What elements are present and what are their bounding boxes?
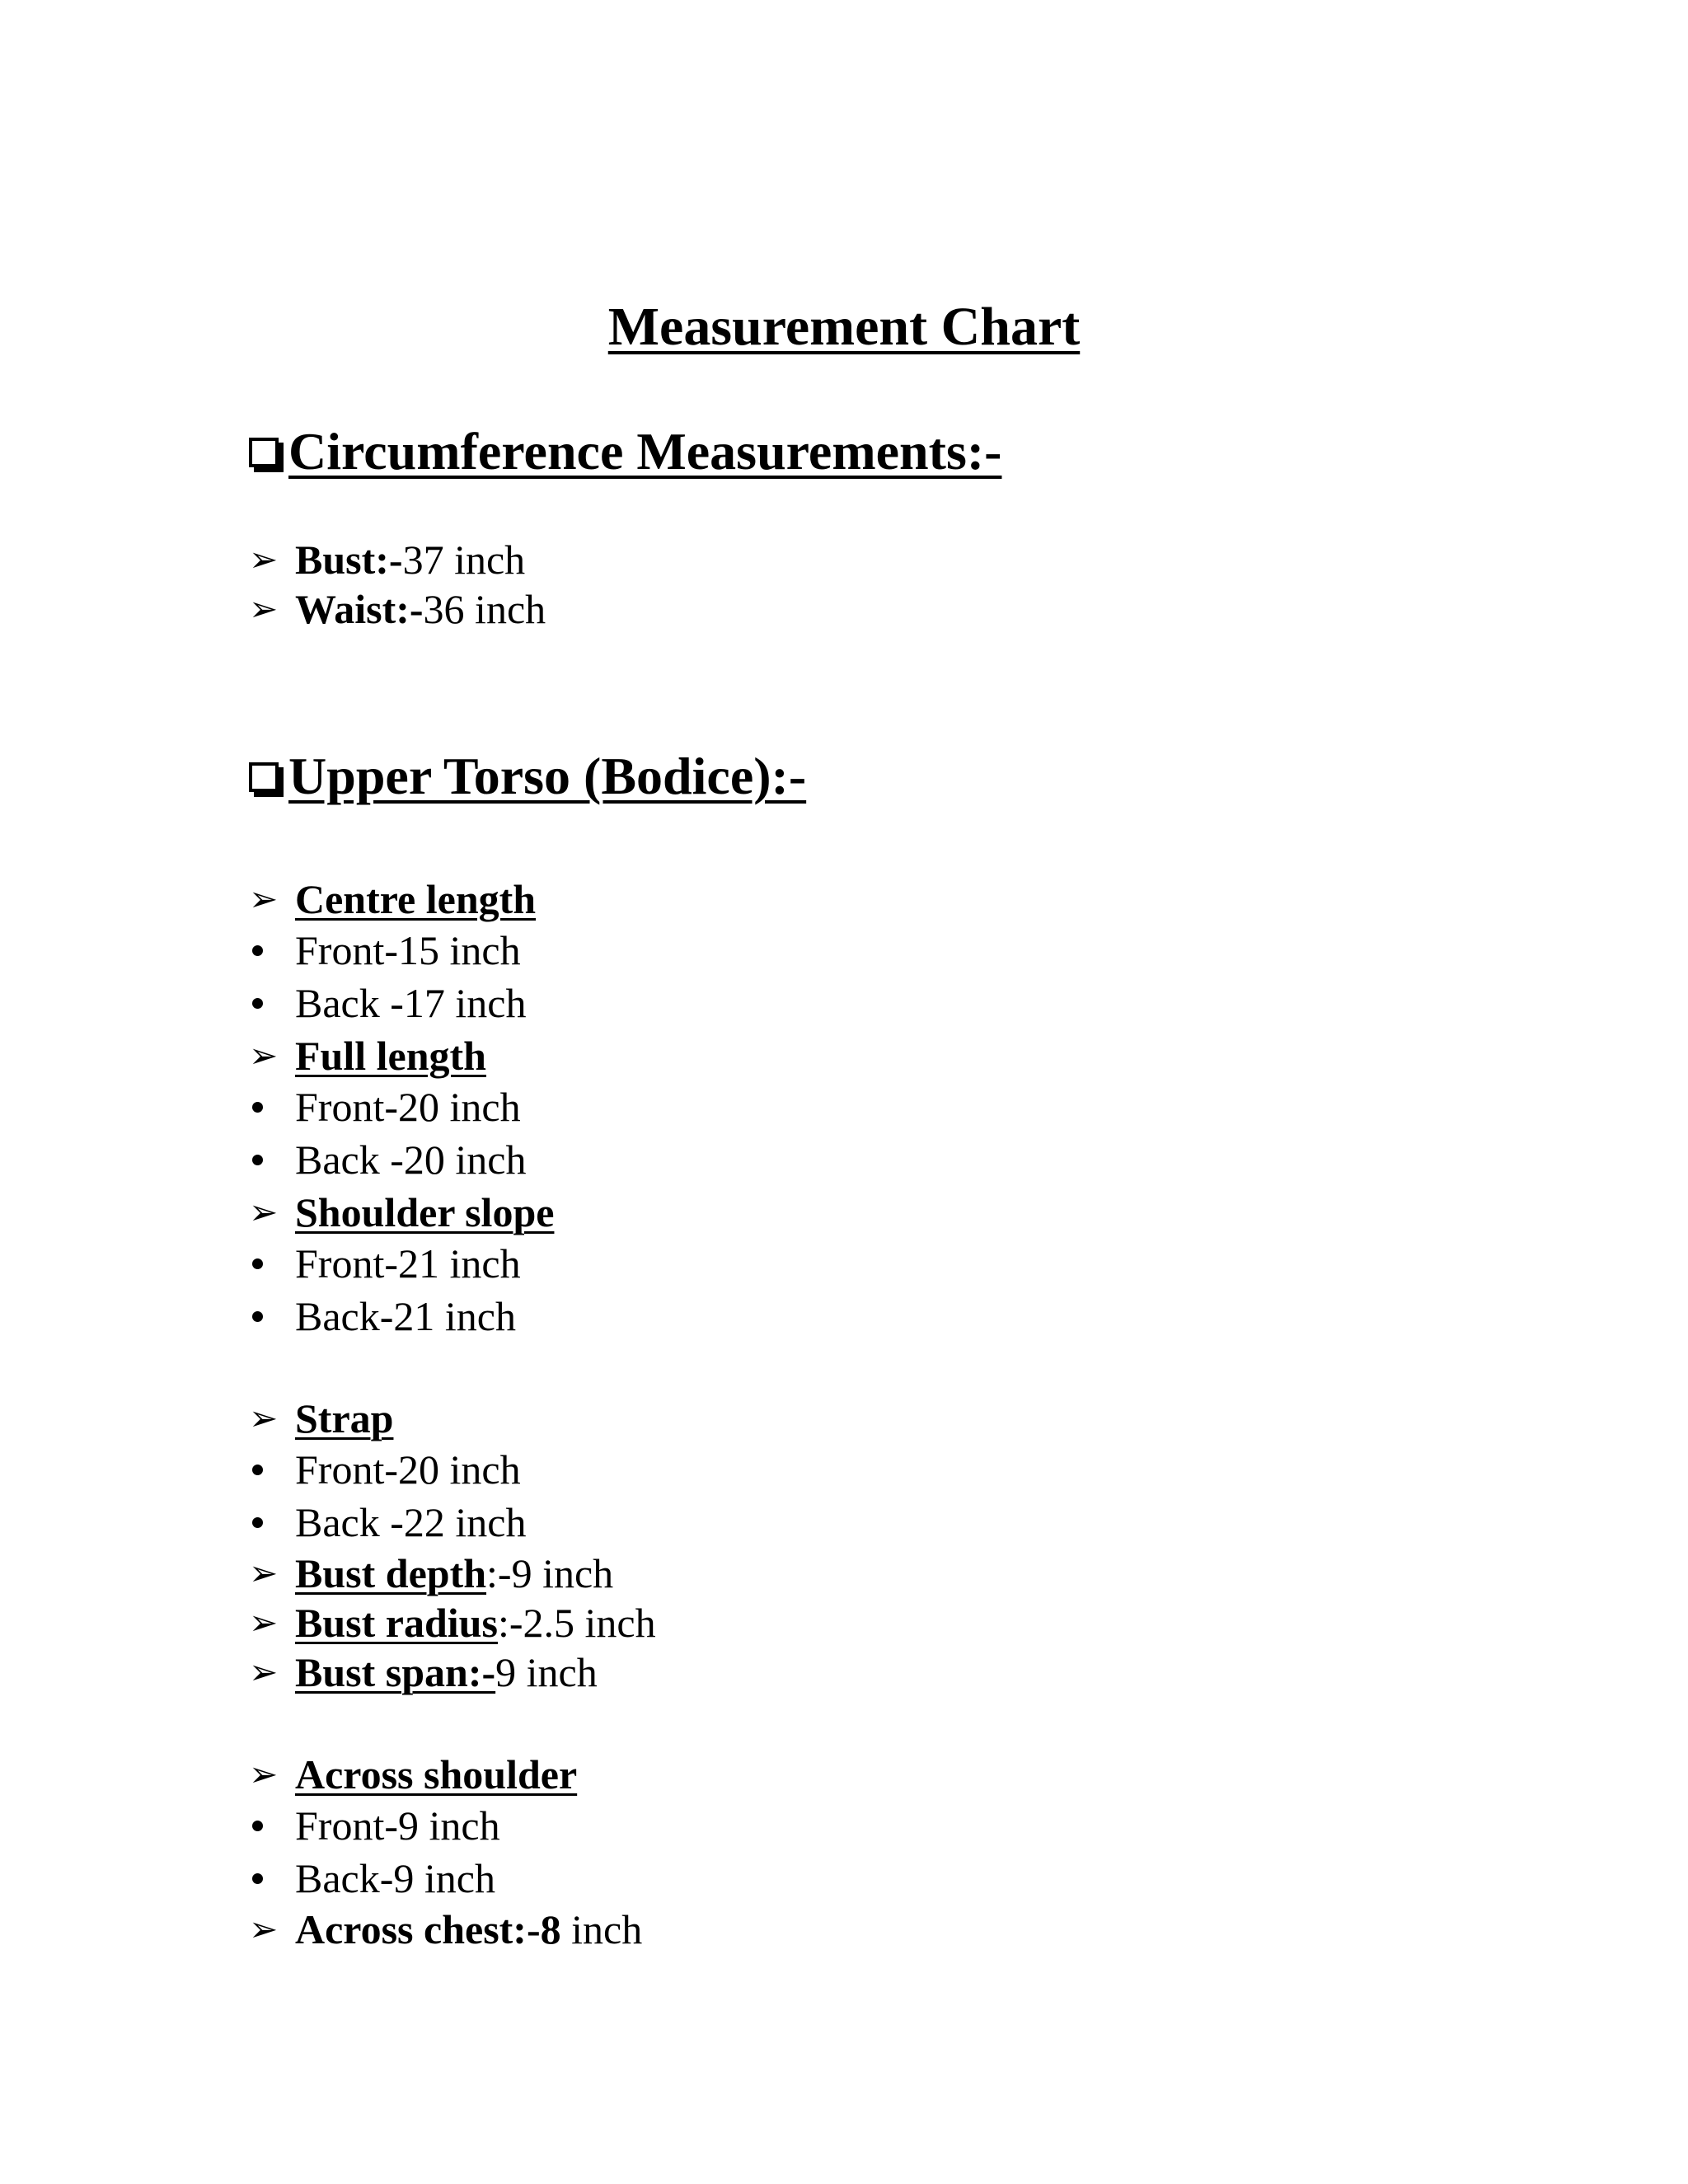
arrow-bullet-icon: ➢	[249, 1192, 279, 1232]
dot-bullet-icon	[252, 945, 263, 956]
arrow-bullet-icon: ➢	[249, 1754, 279, 1794]
list-item-bust-radius: ➢ Bust radius:-2.5 inch	[249, 1600, 656, 1646]
arrow-bullet-icon: ➢	[249, 588, 279, 629]
list-item-shoulder-front: Front-21 inch	[249, 1243, 521, 1284]
list-item-full-length: ➢ Full length	[249, 1033, 486, 1079]
arrow-bullet-icon: ➢	[249, 1652, 279, 1692]
list-item-across-shoulder: ➢ Across shoulder	[249, 1751, 578, 1797]
list-item-strap-front: Front-20 inch	[249, 1449, 521, 1490]
page-title: Measurement Chart	[607, 297, 1081, 357]
arrow-bullet-icon: ➢	[249, 1035, 279, 1076]
arrow-bullet-icon: ➢	[249, 1553, 279, 1593]
checkbox-bullet-icon	[249, 438, 279, 467]
list-item-full-front: Front-20 inch	[249, 1086, 521, 1127]
dot-bullet-icon	[252, 998, 263, 1009]
dot-bullet-icon	[252, 1311, 263, 1322]
arrow-bullet-icon: ➢	[249, 1398, 279, 1438]
list-item-strap-back: Back -22 inch	[249, 1502, 526, 1543]
dot-bullet-icon	[252, 1258, 263, 1269]
arrow-bullet-icon: ➢	[249, 879, 279, 919]
arrow-bullet-icon: ➢	[249, 539, 279, 579]
dot-bullet-icon	[252, 1102, 263, 1113]
dot-bullet-icon	[252, 1873, 263, 1884]
section-heading-circumference: Circumference Measurements:-	[249, 425, 1001, 478]
list-item-shoulder-back: Back-21 inch	[249, 1296, 516, 1337]
arrow-bullet-icon: ➢	[249, 1909, 279, 1949]
dot-bullet-icon	[252, 1517, 263, 1528]
list-item-bust-span: ➢ Bust span:-9 inch	[249, 1649, 598, 1695]
list-item-bust: ➢ Bust:-37 inch	[249, 537, 526, 583]
list-item-centre-front: Front-15 inch	[249, 930, 521, 971]
list-item-shoulder-slope: ➢ Shoulder slope	[249, 1189, 555, 1235]
arrow-bullet-icon: ➢	[249, 1602, 279, 1643]
dot-bullet-icon	[252, 1821, 263, 1831]
list-item-across-chest: ➢ Across chest:-8 inch	[249, 1906, 643, 1952]
checkbox-bullet-icon	[249, 762, 279, 792]
list-item-full-back: Back -20 inch	[249, 1139, 526, 1180]
list-item-strap: ➢ Strap	[249, 1395, 394, 1441]
list-item-bust-depth: ➢ Bust depth:-9 inch	[249, 1550, 614, 1596]
list-item-across-shoulder-front: Front-9 inch	[249, 1805, 500, 1846]
section-heading-upper-torso: Upper Torso (Bodice):-	[249, 750, 806, 803]
dot-bullet-icon	[252, 1465, 263, 1475]
dot-bullet-icon	[252, 1155, 263, 1165]
list-item-across-shoulder-back: Back-9 inch	[249, 1858, 495, 1899]
list-item-waist: ➢ Waist:-36 inch	[249, 586, 546, 632]
list-item-centre-length: ➢ Centre length	[249, 876, 537, 922]
list-item-centre-back: Back -17 inch	[249, 982, 526, 1024]
